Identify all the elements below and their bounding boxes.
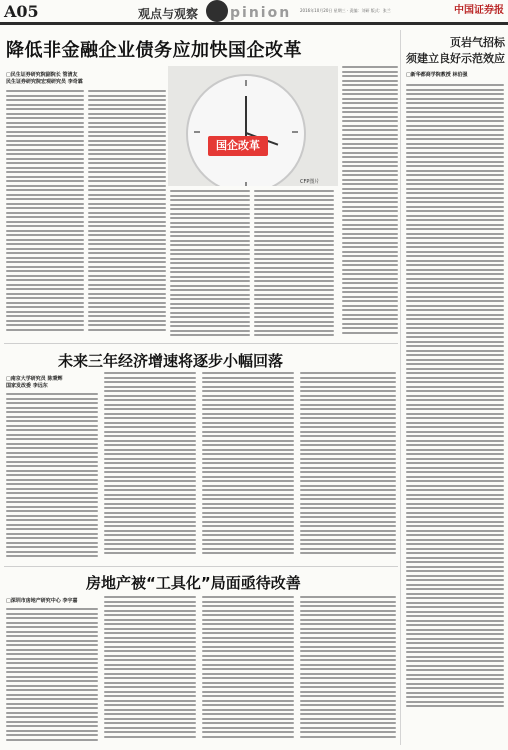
second-text-col-3: [202, 372, 294, 563]
section-title-en: pinion: [230, 5, 292, 21]
clock-tick: [245, 80, 247, 86]
clock-banner-label: 国企改革: [208, 136, 268, 156]
sidebar-text: [406, 84, 504, 744]
main-headline: 降低非金融企业债务应加快国企改革: [6, 40, 302, 61]
section-divider: [4, 566, 398, 567]
clock-tick: [194, 131, 200, 133]
main-text-col-2: [88, 90, 166, 335]
column-divider: [400, 30, 401, 745]
third-text-col-3: [202, 596, 294, 746]
clock-hour-hand: [245, 96, 247, 136]
second-text-col-1: [6, 393, 98, 563]
third-text-col-4: [300, 596, 396, 746]
newspaper-masthead: 中国证券报: [454, 5, 504, 16]
second-headline: 未来三年经济增速将逐步小幅回落: [58, 352, 284, 370]
sidebar-headline-line1: 页岩气招标: [450, 36, 505, 49]
second-byline-2: 国家发改委 李远东: [6, 383, 48, 389]
issue-meta: 2016年10月20日 星期三 · 责编：刘研 版式：张兰: [300, 8, 391, 13]
third-text-col-1: [6, 608, 98, 746]
main-byline-1: □民生证券研究院副院长 管清友: [6, 72, 78, 78]
third-text-col-2: [104, 596, 196, 746]
third-headline: 房地产被“工具化”局面亟待改善: [86, 574, 301, 592]
header-rule: [0, 22, 508, 25]
second-text-col-2: [104, 372, 196, 563]
sidebar-headline-line2: 须建立良好示范效应: [406, 52, 505, 65]
clock-face: [186, 74, 306, 186]
main-text-col-5: [342, 66, 398, 341]
sidebar-byline: □新华都商学院教授 林伯强: [406, 72, 468, 78]
section-title: 观点与观察: [138, 7, 199, 21]
image-credit: CFP图片: [300, 179, 320, 185]
main-text-col-1: [6, 90, 84, 335]
third-byline: □深圳市房地产研究中心 李宇嘉: [6, 598, 78, 604]
main-text-col-4: [254, 190, 334, 340]
page-number: A05: [4, 2, 39, 21]
second-text-col-4: [300, 372, 396, 563]
second-byline-1: □南京大学研究员 陈秉辉: [6, 376, 63, 382]
section-divider: [4, 343, 398, 344]
clock-illustration: [168, 66, 338, 186]
clock-tick: [292, 131, 298, 133]
main-byline-2: 民生证券研究院宏观研究员 李奇霖: [6, 79, 83, 85]
main-text-col-3: [170, 190, 250, 340]
clock-tick: [245, 182, 247, 186]
opinion-logo-o: [206, 0, 228, 22]
